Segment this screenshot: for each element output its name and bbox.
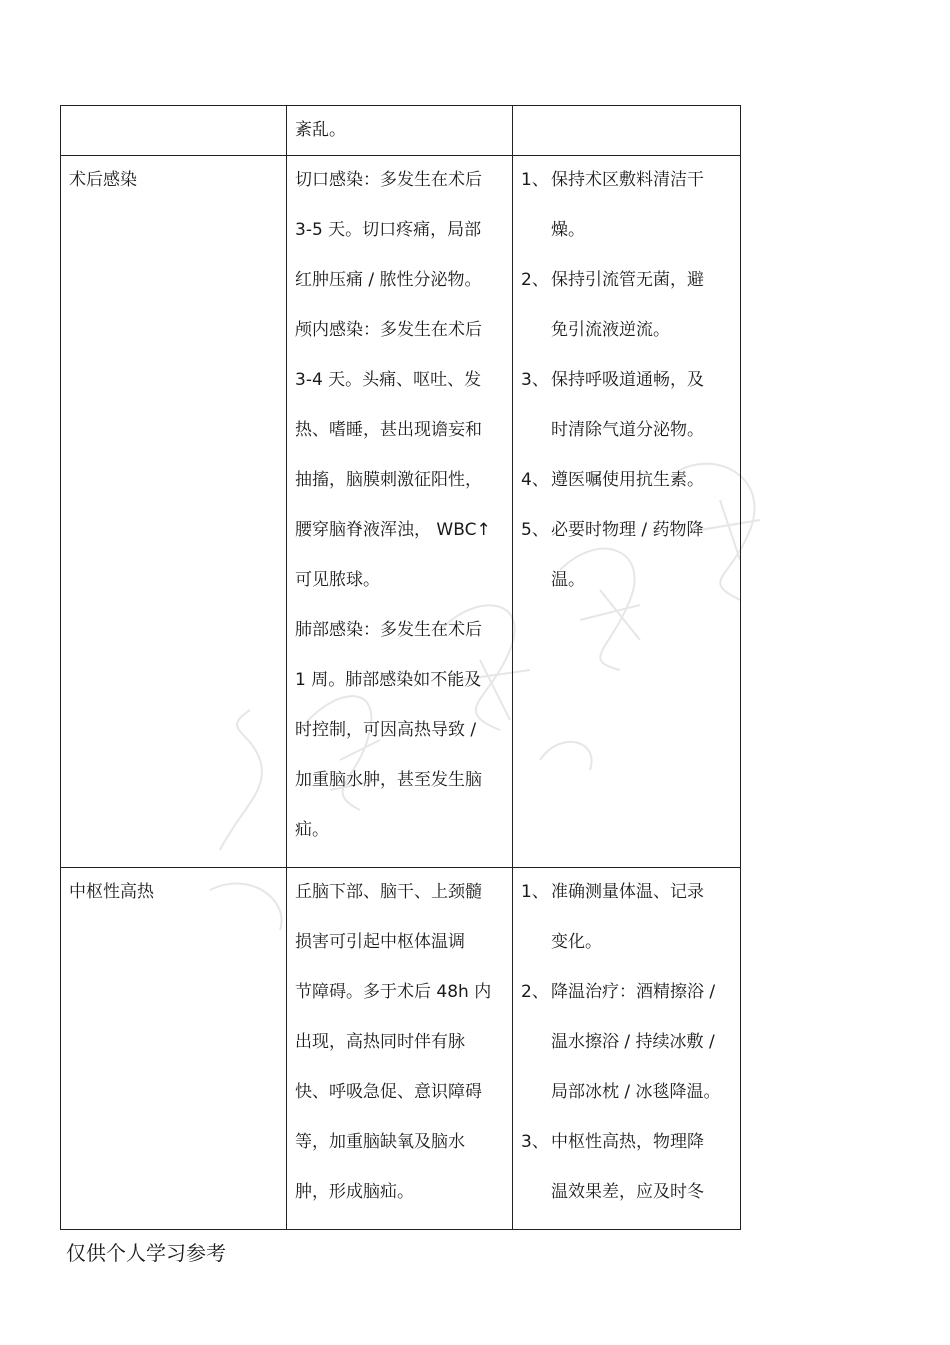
measure-text: 中枢性高热，物理降	[551, 1132, 704, 1152]
symptom-line: 颅内感染：多发生在术后	[295, 320, 482, 340]
symptom-line: 切口感染：多发生在术后	[295, 170, 482, 190]
symptom-line: 丘脑下部、脑干、上颈髓	[295, 882, 482, 902]
measure-number: 2、	[521, 982, 549, 1002]
measure-item	[521, 879, 732, 979]
table-cell-symptom	[287, 106, 513, 156]
table-row-infection	[61, 156, 741, 868]
measure-text: 保持呼吸道通畅，及	[551, 370, 704, 390]
symptom-line: 时控制，可因高热导致 /	[295, 720, 477, 740]
measure-number: 5、	[521, 520, 549, 540]
symptom-line: 肺部感染：多发生在术后	[295, 620, 482, 640]
measure-text: 必要时物理 / 药物降	[551, 520, 704, 540]
symptom-line: 损害可引起中枢体温调	[295, 932, 465, 952]
footer-disclaimer: 仅供个人学习参考	[66, 1241, 226, 1265]
measure-text: 温。	[551, 570, 585, 590]
measure-item	[521, 467, 732, 517]
complication-label: 术后感染	[69, 170, 137, 190]
symptom-line: 节障碍。多于术后 48h 内	[295, 982, 492, 1002]
measure-item	[521, 1129, 732, 1229]
measure-item	[521, 517, 732, 617]
table-cell-symptom	[287, 156, 513, 868]
symptom-line: 加重脑水肿，甚至发生脑	[295, 770, 482, 790]
symptom-line: 疝。	[295, 820, 329, 840]
measure-text: 准确测量体温、记录	[551, 882, 704, 902]
table-row-fever	[61, 868, 741, 1230]
measure-number: 2、	[521, 270, 549, 290]
symptom-line: 热、嗜睡，甚出现谵妄和	[295, 420, 482, 440]
symptom-line: 红肿压痛 / 脓性分泌物。	[295, 270, 482, 290]
measure-item	[521, 979, 732, 1129]
symptom-line: 3-5 天。切口疼痛，局部	[295, 220, 482, 240]
measure-number: 3、	[521, 370, 549, 390]
measure-text: 燥。	[551, 220, 585, 240]
symptom-line: 腰穿脑脊液浑浊， WBC↑	[295, 520, 491, 540]
measure-text: 温水擦浴 / 持续冰敷 /	[551, 1032, 715, 1052]
symptom-line: 肿，形成脑疝。	[295, 1182, 414, 1202]
measure-number: 4、	[521, 470, 549, 490]
symptom-line: 快、呼吸急促、意识障碍	[295, 1082, 482, 1102]
measure-text: 温效果差，应及时冬	[551, 1182, 704, 1202]
table-cell-complication	[61, 156, 287, 868]
measure-text: 免引流液逆流。	[551, 320, 670, 340]
symptom-line: 可见脓球。	[295, 570, 380, 590]
measure-text: 变化。	[551, 932, 602, 952]
symptom-line: 出现，高热同时伴有脉	[295, 1032, 465, 1052]
measure-number: 1、	[521, 882, 549, 902]
measure-text: 降温治疗：酒精擦浴 /	[551, 982, 716, 1002]
table-cell-measures	[513, 156, 741, 868]
measure-text: 时清除气道分泌物。	[551, 420, 704, 440]
care-table	[60, 105, 741, 1230]
complication-label: 中枢性高热	[69, 882, 154, 902]
table-cell-complication	[61, 868, 287, 1230]
measure-text: 保持术区敷料清洁干	[551, 170, 704, 190]
symptom-line: 抽搐，脑膜刺激征阳性，	[295, 470, 482, 490]
measure-item	[521, 167, 732, 267]
table-cell-measures	[513, 868, 741, 1230]
table-cell-symptom	[287, 868, 513, 1230]
table-row-continued	[61, 106, 741, 156]
table-cell-empty	[513, 106, 741, 156]
measure-number: 3、	[521, 1132, 549, 1152]
symptom-line: 3-4 天。头痛、呕吐、发	[295, 370, 482, 390]
symptom-line: 1 周。肺部感染如不能及	[295, 670, 482, 690]
measure-item	[521, 267, 732, 367]
measure-item	[521, 367, 732, 467]
measure-text: 局部冰枕 / 冰毯降温。	[551, 1082, 721, 1102]
measure-text: 保持引流管无菌，避	[551, 270, 704, 290]
symptom-line: 等，加重脑缺氧及脑水	[295, 1132, 465, 1152]
cell-text-line: 紊乱。	[295, 120, 346, 140]
measure-text: 遵医嘱使用抗生素。	[551, 470, 704, 490]
table-cell-empty	[61, 106, 287, 156]
measure-number: 1、	[521, 170, 549, 190]
